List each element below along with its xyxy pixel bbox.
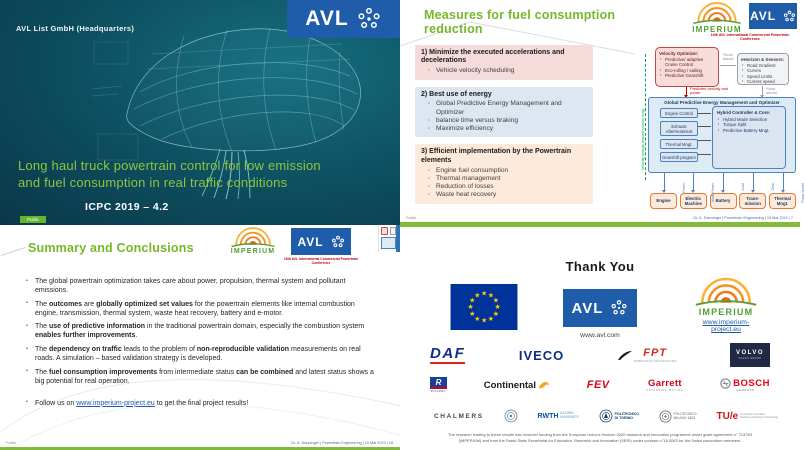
text-segment: enables further improvements xyxy=(35,332,136,340)
imperium-link[interactable]: www.imperium-project.eu xyxy=(76,399,155,407)
predicted-label: Predicted velocity and power xyxy=(690,86,729,96)
measure-boxes xyxy=(415,45,593,211)
gpem-title: Global Predictive Energy Management and Optimizer xyxy=(664,100,780,105)
text-segment: are xyxy=(82,300,97,308)
text-segment: The xyxy=(35,323,50,331)
bosch-logo: BOSCH Invented for life xyxy=(720,378,770,393)
conference-note: 10th AVL International Commercial Powertrain Conference xyxy=(283,257,359,266)
imperium-logo xyxy=(230,228,276,255)
svg-text:★: ★ xyxy=(492,297,499,305)
measure-box-heading: 3) Efficient implementation by the Powertrain elements xyxy=(421,148,572,164)
bosch-armature-icon xyxy=(720,378,731,389)
title-line-1: Long haul truck powertrain control for low emission xyxy=(18,158,321,173)
text-segment: use of predictive information xyxy=(49,323,146,331)
svg-text:★: ★ xyxy=(469,310,476,318)
text-segment: The global powertrain optimization takes care about power, propulsion, thermal system and pollutant emissions. xyxy=(35,278,346,295)
avl-logo xyxy=(749,3,797,29)
chalmers-logo: CHALMERS xyxy=(434,412,484,420)
imperium-block xyxy=(688,279,764,333)
ehorizon-title: eHorizon & Sensors: xyxy=(741,56,785,62)
continental-logo: Continental xyxy=(484,380,550,391)
gpem-module: Exhaust Aftertreatment xyxy=(660,121,698,136)
text-segment: can be combined xyxy=(236,368,294,376)
imperium-sun-icon xyxy=(230,228,276,248)
funding-statement: The research leading to these results has received funding from the European Union's Horizon 2020 research and innovation programme under grant agreement n° 713783 (IMPERIUM) and from the Swiss State Secretariat for Education, Research and Innovation (SERI) under contract n°16.0063 for the Swiss consortium members. xyxy=(448,432,752,443)
diagram-list-item: • Curves xyxy=(741,68,785,74)
measure-box-item: · Engine fuel consumption xyxy=(421,167,588,175)
gpem-module: Thermal Mngt. xyxy=(660,139,698,149)
svg-text:★: ★ xyxy=(487,292,494,300)
avl-logo-text: AVL xyxy=(297,234,324,249)
measure-box-item: · Maximize efficiency xyxy=(421,125,588,133)
velocity-optimizer-title: Velocity Optimizer: xyxy=(659,50,699,56)
road-ahead-label-right: Road ahead xyxy=(766,86,777,96)
measure-box-item: · Waste heat recovery xyxy=(421,191,588,199)
ehorizon-box xyxy=(737,53,789,85)
thank-you-title: Thank You xyxy=(565,259,635,274)
powertrain-component-box: Thermal Mngt. xyxy=(769,193,796,209)
avl-website: www.avl.com xyxy=(580,332,620,339)
public-badge: Public xyxy=(20,216,46,223)
summary-bullets xyxy=(24,277,376,413)
connector-line xyxy=(698,154,711,155)
text-segment: The xyxy=(35,368,50,376)
svg-text:★: ★ xyxy=(469,297,476,305)
imperium-sun-icon xyxy=(691,3,743,25)
iveco-logo: IVECO xyxy=(518,347,565,363)
public-badge: Public xyxy=(6,441,17,445)
svg-text:★: ★ xyxy=(467,304,474,312)
summary-bullet xyxy=(24,300,376,318)
predicted-arrow xyxy=(686,87,687,95)
diagram-list-item: • Speed Limits xyxy=(741,74,785,80)
gpem-modules xyxy=(660,108,698,165)
conference-note: 10th AVL International Commercial Powertrain Conference xyxy=(710,33,790,42)
header-logos xyxy=(691,3,797,34)
imperium-logo xyxy=(691,3,743,34)
connector-line xyxy=(698,126,711,127)
diagram-list-item: • Torque Split xyxy=(717,122,781,128)
summary-bullet xyxy=(24,368,376,386)
avl-logo xyxy=(287,0,400,38)
tue-logo: TU/e Technische Universiteit Eindhoven University of Technology xyxy=(716,410,778,422)
volvo-logo: VOLVO VOLVO GROUP xyxy=(730,343,770,367)
road-ahead-label-top: Road ahead xyxy=(722,52,734,62)
svg-text:★: ★ xyxy=(480,317,488,325)
avl-wheel-icon xyxy=(610,299,628,317)
partner-logos-row-3 xyxy=(434,405,778,427)
svg-text:★: ★ xyxy=(474,292,481,300)
text-segment: leads to the problem of xyxy=(121,346,197,354)
measure-box xyxy=(415,45,593,80)
presentation-title xyxy=(18,158,321,192)
connector-line xyxy=(698,113,711,114)
slide-footer: Dr. A. Danninger | Powertrain Engineering | 15 Mai 2019 | 7 xyxy=(693,216,793,220)
text-segment: Follow us on xyxy=(35,399,77,407)
imperium-logo-text: IMPERIUM xyxy=(698,307,754,317)
page-title: Summary and Conclusions xyxy=(28,241,194,255)
title-line-2: and fuel consumption in real traffic conditions xyxy=(18,174,288,190)
avl-wheel-icon xyxy=(783,10,796,23)
rwth-logo: RWTH AACHEN UNIVERSITY xyxy=(537,411,580,420)
diagram-list-item: • Eco-rolling / sailing xyxy=(659,68,715,74)
fev-logo: FEV xyxy=(586,379,610,391)
measure-box-heading: 1) Minimize the executed accelerations and decelerations xyxy=(421,49,565,65)
summary-bullet xyxy=(24,345,376,363)
imperium-sun-icon xyxy=(693,279,759,307)
eu-flag xyxy=(450,284,518,330)
partner-logos-row-2 xyxy=(430,375,770,395)
measure-box xyxy=(415,144,593,203)
gpem-module: Gearshift program xyxy=(660,152,698,162)
avl-logo-text: AVL xyxy=(305,7,349,30)
daf-logo: DAF xyxy=(430,345,466,363)
output-column xyxy=(650,172,686,209)
avl-wheel-icon xyxy=(331,235,345,249)
text-segment: measurements on real roads. A simulation – based validation strategy is developed. xyxy=(35,346,361,363)
partner-logos-row-1 xyxy=(430,343,770,367)
company-label: AVL List GmbH (Headquarters) xyxy=(16,24,135,33)
connector-line xyxy=(698,140,711,141)
powertrain-component-box: Electric Machine xyxy=(680,193,707,209)
svg-text:★: ★ xyxy=(487,315,494,323)
diagram-outputs xyxy=(650,172,805,209)
polito-logo: POLITECNICO DI TORINO xyxy=(599,409,639,423)
text-segment: for the powertrain elements like internal combustion engine, transmission, thermal system, waste heat recovery, battery and e-motor. xyxy=(35,300,355,317)
closed-loop-line xyxy=(645,54,646,180)
road-ahead-arrow xyxy=(720,65,736,66)
polimi-seal-icon xyxy=(659,410,672,423)
powertrain-component-box: Trans- mission xyxy=(739,193,766,209)
slide-thank-you xyxy=(400,225,800,450)
summary-bullet xyxy=(24,277,376,295)
closed-loop-label: Velocity change request (closed loop) xyxy=(641,108,645,170)
output-signal-label: Load xyxy=(741,183,745,191)
polito-seal-icon xyxy=(599,409,613,423)
slide-footer: Dr. A. Danninger | Powertrain Engineering | 15 Mai 2019 | 18 xyxy=(291,441,393,445)
measure-box-item: · Global Predictive Energy Management and Optimizer xyxy=(421,100,588,116)
continental-horse-icon xyxy=(538,381,550,389)
chalmers-seal-icon xyxy=(504,409,518,423)
measure-box-item: · Thermal management xyxy=(421,175,588,183)
velocity-optimizer-box xyxy=(655,47,719,87)
imperium-website-link[interactable]: www.imperium-project.eu xyxy=(702,319,750,333)
svg-text:★: ★ xyxy=(480,290,488,298)
measure-box-heading: 2) Best use of energy xyxy=(421,90,492,98)
text-segment: non-reproducible validation xyxy=(196,346,290,354)
avl-wheel-icon xyxy=(356,6,382,32)
velocity-optimizer-items xyxy=(659,57,715,79)
output-signal-label: Gear xyxy=(770,183,775,191)
conference-id: ICPC 2019 – 4.2 xyxy=(85,201,169,213)
slide-measures xyxy=(400,0,805,225)
slide-summary xyxy=(0,225,400,450)
powertrain-component-box: Battery xyxy=(710,193,737,209)
hybrid-controller-title: Hybrid Controller & Core: xyxy=(717,110,771,115)
public-badge: Public xyxy=(406,216,417,220)
diagram-list-item: • Current speed xyxy=(741,79,785,85)
output-signal-label: Pump Speed xyxy=(800,183,805,203)
output-signal-label: Power xyxy=(681,183,686,193)
avl-logo xyxy=(563,289,637,327)
imperium-logo-text: IMPERIUM xyxy=(230,248,276,255)
text-segment: outcomes xyxy=(49,300,83,308)
diagram-list-item: • Road Gradient xyxy=(741,63,785,69)
follow-us-bullet xyxy=(24,399,376,408)
svg-text:★: ★ xyxy=(494,304,501,312)
diagram-list-item: • Predictive/ adaptive Cruise Control xyxy=(659,57,715,68)
hybrid-items xyxy=(717,117,781,134)
title-swoosh xyxy=(0,247,25,256)
imperium-logo xyxy=(688,279,764,317)
text-segment: globally optimized set values xyxy=(96,300,193,308)
svg-text:★: ★ xyxy=(474,315,481,323)
powertrain-component-box: Engine xyxy=(650,193,677,209)
ricardo-logo: R RICARDO xyxy=(430,377,447,393)
measure-box-item: · Reduction of losses xyxy=(421,183,588,191)
output-arrow xyxy=(739,172,775,193)
avl-logo xyxy=(291,228,351,255)
fpt-feather-icon xyxy=(618,351,632,360)
output-arrow xyxy=(650,172,686,193)
output-arrow xyxy=(710,172,745,193)
text-segment: in the traditional powertrain domain, especially the combustion system xyxy=(145,323,365,331)
diagram-list-item: • Predictive Battery Mngt. xyxy=(717,128,781,134)
adjacent-slide-fragment xyxy=(378,225,400,252)
text-segment: fuel consumption improvements xyxy=(49,368,158,376)
text-segment: The xyxy=(35,300,50,308)
gpem-module: Engine Control xyxy=(660,108,698,118)
fpt-logo: FPT POWERTRAIN TECHNOLOGIES xyxy=(618,347,677,363)
measure-box-item: · balance time versus braking xyxy=(421,117,588,125)
measure-box-item: · Vehicle velocity scheduling xyxy=(421,67,588,75)
avl-block xyxy=(563,289,637,339)
text-segment: to get the final project results! xyxy=(154,399,249,407)
summary-bullet xyxy=(24,322,376,340)
imperium-logo-text: IMPERIUM xyxy=(692,25,742,34)
diagram-list-item: • Predictive Gearshift xyxy=(659,73,715,79)
polimi-logo: POLITECNICO MILANO 1863 xyxy=(659,410,697,423)
text-segment: from intermediate status xyxy=(157,368,237,376)
slide-title-page xyxy=(0,0,400,225)
garrett-logo: Garrett ADVANCING MOTION xyxy=(646,378,684,392)
svg-text:★: ★ xyxy=(492,310,499,318)
hybrid-controller-box xyxy=(712,106,786,169)
diagram-list-item: • Hybrid Mode Selection xyxy=(717,117,781,123)
text-segment: dependency on traffic xyxy=(49,346,122,354)
powertrain-diagram xyxy=(640,42,805,220)
output-signal-label: Mode Power xyxy=(711,183,716,203)
road-ahead-arrow-right xyxy=(762,86,763,95)
avl-logo-text: AVL xyxy=(571,299,604,317)
header-logos xyxy=(230,228,360,265)
ehorizon-items xyxy=(741,63,785,85)
page-title: Measures for fuel consumption reduction xyxy=(424,8,616,37)
text-segment: . xyxy=(135,332,138,340)
text-segment: The xyxy=(35,346,50,354)
avl-logo-text: AVL xyxy=(749,9,777,23)
text-segment: and latest status shows a big potential for real operation. xyxy=(35,368,374,385)
measure-box xyxy=(415,87,593,138)
